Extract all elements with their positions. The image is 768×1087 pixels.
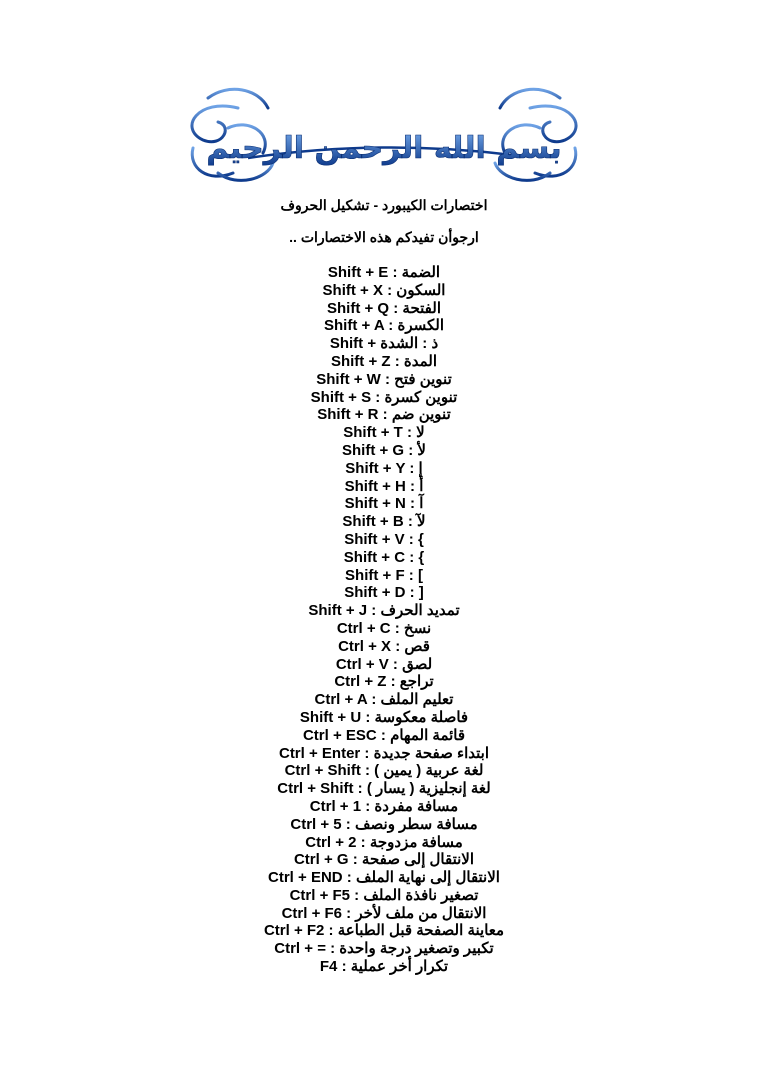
shortcut-row: Ctrl + G : الانتقال إلى صفحة [293,851,475,869]
shortcut-row: Shift + Y : إ [345,459,423,477]
shortcut-row: Shift + Q : الفتحة [327,299,441,317]
shortcut-row: Shift + D : ] [344,584,424,602]
shortcut-row: Shift + A : الكسرة [323,317,445,335]
shortcut-row: Shift + S : تنوين كسرة [310,388,458,406]
shortcut-row: Ctrl + V : لصق [335,655,433,673]
document-body [0,196,768,992]
shortcut-row: Shift + E : الضمة [327,264,441,281]
shortcut-row: Ctrl + END : الانتقال إلى نهاية الملف [268,869,500,887]
shortcut-row: Ctrl + 5 : مسافة سطر ونصف [290,815,478,833]
shortcut-row: Shift + U : فاصلة معكوسة [299,708,469,726]
shortcut-row: Ctrl + = : تكبير وتصغير درجة واحدة [274,940,494,958]
shortcut-row: Shift + ذ : الشدة [329,335,439,353]
shortcut-row: Shift + Z : المدة [330,352,438,370]
basmala-calligraphy: بسم الله الرحمن الرحيم [206,131,562,166]
shortcut-row: Ctrl + Z : تراجع [334,673,434,691]
shortcut-row: Shift + W : تنوين فتح [316,370,452,388]
shortcut-row: Ctrl + Shift : لغة عربية ( يمين ) [284,762,484,780]
shortcut-row: Shift + X : السكون [322,281,446,299]
shortcut-list [0,264,768,976]
basmala-banner [178,78,590,198]
shortcut-row: Shift + G : لأ [342,441,426,459]
shortcut-row: Ctrl + 1 : مسافة مفردة [309,797,459,815]
shortcut-row: Shift + J : تمديد الحرف [308,602,460,620]
shortcut-row: Shift + N : آ [344,495,424,513]
shortcut-row: Ctrl + F5 : تصغير نافذة الملف [289,886,479,904]
intro-text: ارجوأن تفيدكم هذه الاختصارات .. [289,229,479,245]
shortcut-row: Shift + V : { [344,530,424,548]
shortcut-row: Ctrl + F2 : معاينة الصفحة قبل الطباعة [263,922,505,940]
basmala-ornament-image [178,78,590,198]
shortcut-row: Shift + H : أ [344,477,424,495]
shortcut-row: Ctrl + 2 : مسافة مزدوجة [305,833,463,851]
shortcut-row: Ctrl + C : نسخ [336,619,432,637]
shortcut-row: Ctrl + A : تعليم الملف [314,691,454,709]
page-title: اختصارات الكيبورد - تشكيل الحروف [280,197,488,213]
shortcut-row: Ctrl + Enter : ابتداء صفحة جديدة [278,744,489,762]
shortcut-row: Shift + F : [ [345,566,423,584]
shortcut-row: Ctrl + F6 : الانتقال من ملف لأخر [281,904,487,922]
shortcut-row: Shift + B : لآ [342,513,426,531]
shortcut-row: Shift + T : لا [343,424,425,442]
shortcut-row: Ctrl + ESC : قائمة المهام [302,726,466,744]
shortcut-row: Shift + C : { [343,548,425,566]
shortcut-row: Shift + R : تنوين ضم [317,406,451,424]
shortcut-row: Ctrl + X : قص [338,637,430,655]
shortcut-row: F4 : تكرار أخر عملية [319,958,449,976]
shortcut-row: Ctrl + Shift : لغة إنجليزية ( يسار ) [277,780,491,798]
